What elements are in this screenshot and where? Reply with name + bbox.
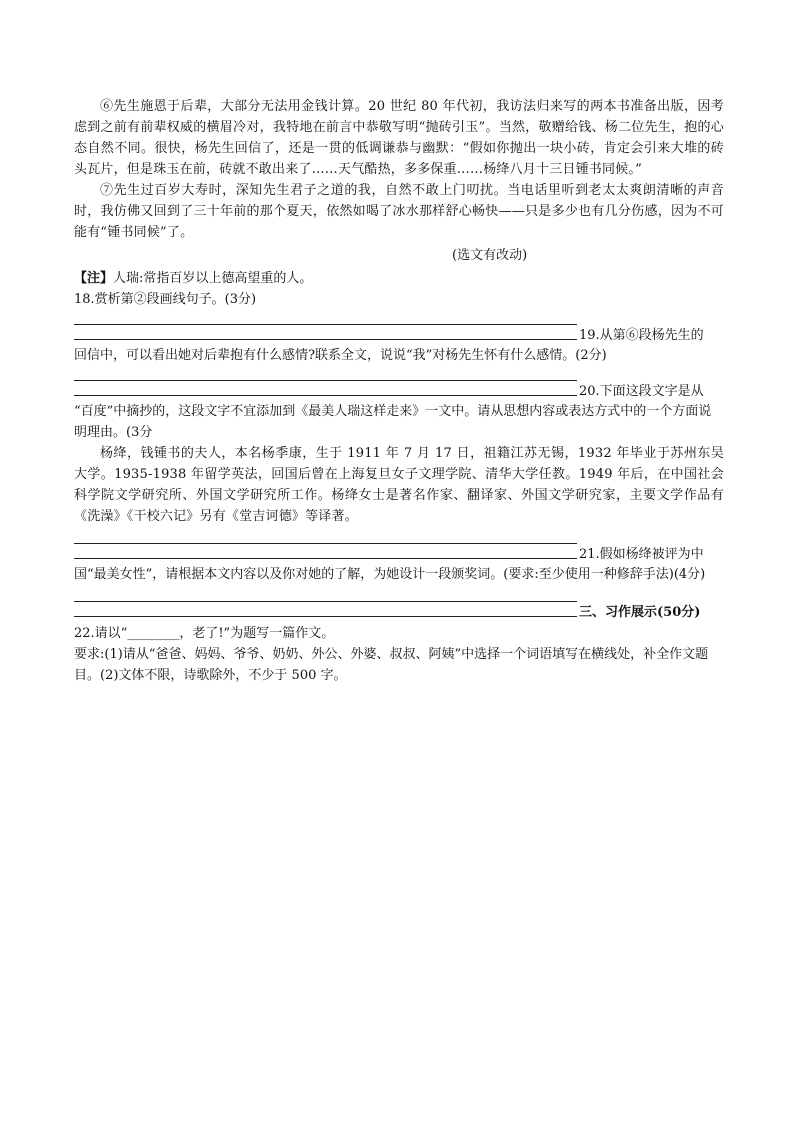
source-note: (选文有改动) [452, 248, 528, 263]
question-19-text: 回信中，可以看出她对后辈抱有什么感情?联系全文，说说“我”对杨先生怀有什么感情。(2分) [74, 348, 607, 363]
answer-line [74, 324, 577, 325]
question-18: 18.赏析第②段画线句子。(3分) [74, 292, 257, 307]
answer-line [74, 543, 577, 544]
answer-area-20[interactable] [74, 533, 724, 562]
annotation-label: 【注】 [74, 271, 114, 286]
answer-line [74, 380, 577, 381]
answer-area-18[interactable] [74, 314, 724, 343]
passage-paragraph-6: ⑥先生施恩于后辈，大部分无法用金钱计算。20 世纪 80 年代初，我访法归来写的两本书准备出版，因考虑到之前有前辈权威的横眉冷对，我特地在前言中恭敬写明“抛砖引玉”。当然，敬赠给钱、杨二位先生，抱的心态自然不同。很快，杨先生回信了，还是一贯的低调谦恭与幽默：“假如你抛出一块小砖，肯定会引来大堆的砖头瓦片，但是珠玉在前，砖就不敢出来了……天气酷热，多多保重……杨绛八月十三日锺书同候。” [74, 99, 724, 177]
question-21-start: 21.假如杨绛被评为中 [579, 547, 704, 562]
answer-line [74, 616, 577, 617]
question-22-title: 22.请以“________，老了!”为题写一篇作文。 [74, 626, 335, 641]
answer-area-21[interactable] [74, 591, 724, 620]
question-22-requirements: 要求:(1)请从“爸爸、妈妈、爷爷、奶奶、外公、外婆、叔叔、阿姨”中选择一个词语填写在横线处，补全作文题目。(2)文体不限，诗歌除外，不少于 500 字。 [74, 647, 709, 683]
question-21-text: 国“最美女性”，请根据本文内容以及你对她的了解，为她设计一段颁奖词。(要求:至少使用一种修辞手法)(4分) [74, 567, 706, 582]
document-page [74, 96, 724, 686]
question-20-excerpt: 杨绛，钱锺书的夫人，本名杨季康，生于 1911 年 7 月 17 日，祖籍江苏无锡，1932 年毕业于苏州东吴大学。1935-1938 年留学英法，回国后曾在上海复旦女子文理学院、清华大学任教。1949 年后，在中国社会科学院文学研究所、外国文学研究所工作。杨绛女士是著名作家、翻译家、外国文学研究家，主要文学作品有《洗澡》《干校六记》另有《堂吉诃德》等译著。 [74, 446, 724, 524]
passage-paragraph-7: ⑦先生过百岁大寿时，深知先生君子之道的我，自然不敢上门叨扰。当电话里听到老太太爽朗清晰的声音时，我仿佛又回到了三十年前的那个夏天，依然如喝了冰水那样舒心畅快——只是多少也有几分伤感，因为不可能有“锺书同候”了。 [74, 183, 724, 240]
annotation-text: 人瑞:常指百岁以上德高望重的人。 [113, 271, 313, 286]
annotation [74, 268, 724, 289]
question-20-text: “百度”中摘抄的，这段文字不宜添加到《最美人瑞这样走来》一文中。请从思想内容或表达方式中的一个方面说明理由。(3分 [74, 404, 712, 440]
answer-line [74, 339, 577, 340]
answer-line [74, 558, 577, 559]
section-3-heading: 三、习作展示(50分) [579, 605, 701, 620]
answer-area-19[interactable] [74, 370, 724, 399]
question-20-start: 20.下面这段文字是从 [579, 384, 704, 399]
answer-line [74, 395, 577, 396]
question-19-start: 19.从第⑥段杨先生的 [579, 328, 704, 343]
answer-line [74, 601, 577, 602]
